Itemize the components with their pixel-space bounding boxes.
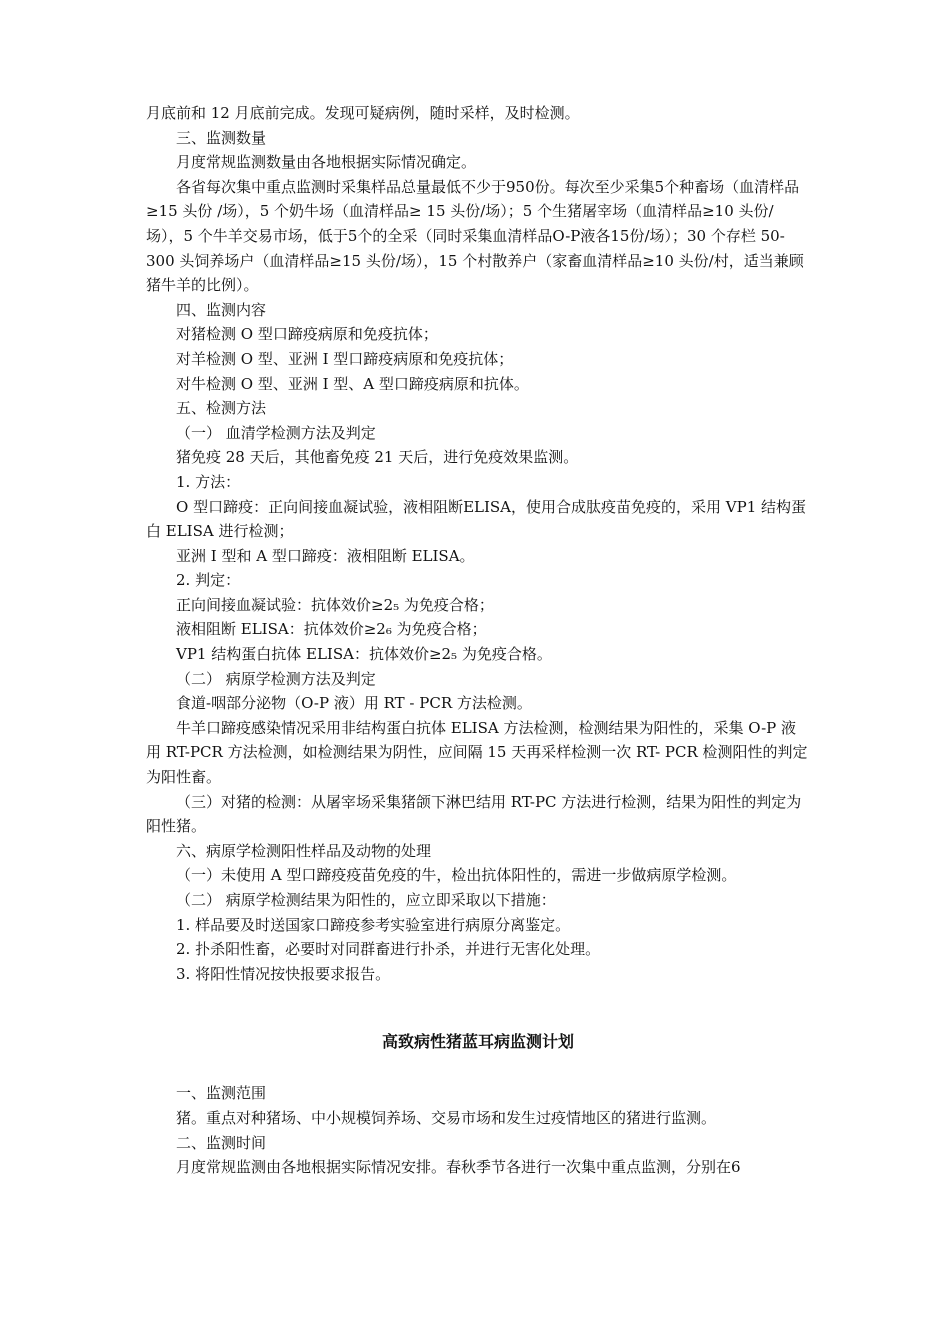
paragraph: （一）未使用 A 型口蹄疫疫苗免疫的牛，检出抗体阳性的，需进一步做病原学检测。 [176,866,737,885]
paragraph: 2. 判定： [176,571,241,590]
paragraph: 猪。重点对种猪场、中小规模饲养场、交易市场和发生过疫情地区的猪进行监测。 [176,1108,717,1127]
paragraph: （三）对猪的检测：从屠宰场采集猪颌下淋巴结用 RT-PC 方法进行检测，结果为阳性的判定为阳性猪。 [146,792,802,836]
section-heading: 三、监测数量 [176,128,267,147]
list-item: 3. 将阳性情况按快报要求报告。 [176,964,391,983]
paragraph: 月度常规监测由各地根据实际情况安排。春秋季节各进行一次集中重点监测，分别在6 [176,1158,741,1177]
list-item: 1. 样品要及时送国家口蹄疫参考实验室进行病原分离鉴定。 [176,915,571,934]
paragraph: 月底前和 12 月底前完成。发现可疑病例，随时采样，及时检测。 [146,104,580,122]
section-heading: 四、监测内容 [176,300,267,319]
list-item: 2. 扑杀阳性畜，必要时对同群畜进行扑杀，并进行无害化处理。 [176,940,601,959]
paragraph: 正向间接血凝试验：抗体效价≥2₅ 为免疫合格； [176,595,494,614]
paragraph: 月度常规监测数量由各地根据实际情况确定。 [176,153,477,172]
paragraph: O 型口蹄疫：正向间接血凝试验，液相阻断ELISA，使用合成肽疫苗免疫的，采用 VP1 结构蛋白 ELISA 进行检测； [146,497,807,541]
paragraph: 对猪检测 O 型口蹄疫病原和免疫抗体； [176,325,438,344]
paragraph: （二） 病原学检测结果为阳性的，应立即采取以下措施： [176,891,556,909]
paragraph: 对牛检测 O 型、亚洲 Ⅰ 型、A 型口蹄疫病原和抗体。 [176,374,529,393]
subsection-heading: （二） 病原学检测方法及判定 [176,669,376,688]
paragraph: 亚洲 Ⅰ 型和 A 型口蹄疫：液相阻断 ELISA。 [176,546,475,565]
paragraph: 食道-咽部分泌物（O-P 液）用 RT - PCR 方法检测。 [176,694,532,713]
section-heading: 二、监测时间 [176,1133,267,1152]
paragraph: 各省每次集中重点监测时采集样品总量最低不少于950份。每次至少采集5个种畜场（血清样品 ≥15 头份 /场），5 个奶牛场（血清样品≥ 15 头份/场）；5 个生猪屠宰场（血清样品≥10 头份/场），5 个牛羊交易市场，低于5个的全采（同时采集血清样品O-P液各15份/场）；30 个存栏 50-300 头饲养场户（血清样品≥15 头份/场），15 个村散养户（家畜血清样品≥10 头份/村，适当兼顾猪牛羊的比例）。 [146,177,804,295]
paragraph: 对羊检测 O 型、亚洲 Ⅰ 型口蹄疫病原和免疫抗体； [176,349,514,368]
paragraph: 牛羊口蹄疫感染情况采用非结构蛋白抗体 ELISA 方法检测，检测结果为阳性的，采集 O-P 液用 RT-PCR 方法检测，如检测结果为阴性，应间隔 15 天再采样检测一次 RT- PCR 检测阳性的判定为阳性畜。 [146,718,808,787]
paragraph: VP1 结构蛋白抗体 ELISA：抗体效价≥2₅ 为免疫合格。 [176,645,552,664]
section-heading: 六、病原学检测阳性样品及动物的处理 [176,841,432,860]
subsection-heading: （一） 血清学检测方法及判定 [176,423,376,442]
section-heading: 一、监测范围 [176,1084,267,1103]
document-body [146,101,810,1180]
section-heading: 五、检测方法 [176,399,267,418]
paragraph: 猪免疫 28 天后，其他畜免疫 21 天后，进行免疫效果监测。 [176,448,579,467]
section-title: 高致病性猪蓝耳病监测计划 [381,1032,574,1052]
paragraph: 液相阻断 ELISA：抗体效价≥2₆ 为免疫合格； [176,620,487,639]
paragraph: 1. 方法： [176,472,241,491]
